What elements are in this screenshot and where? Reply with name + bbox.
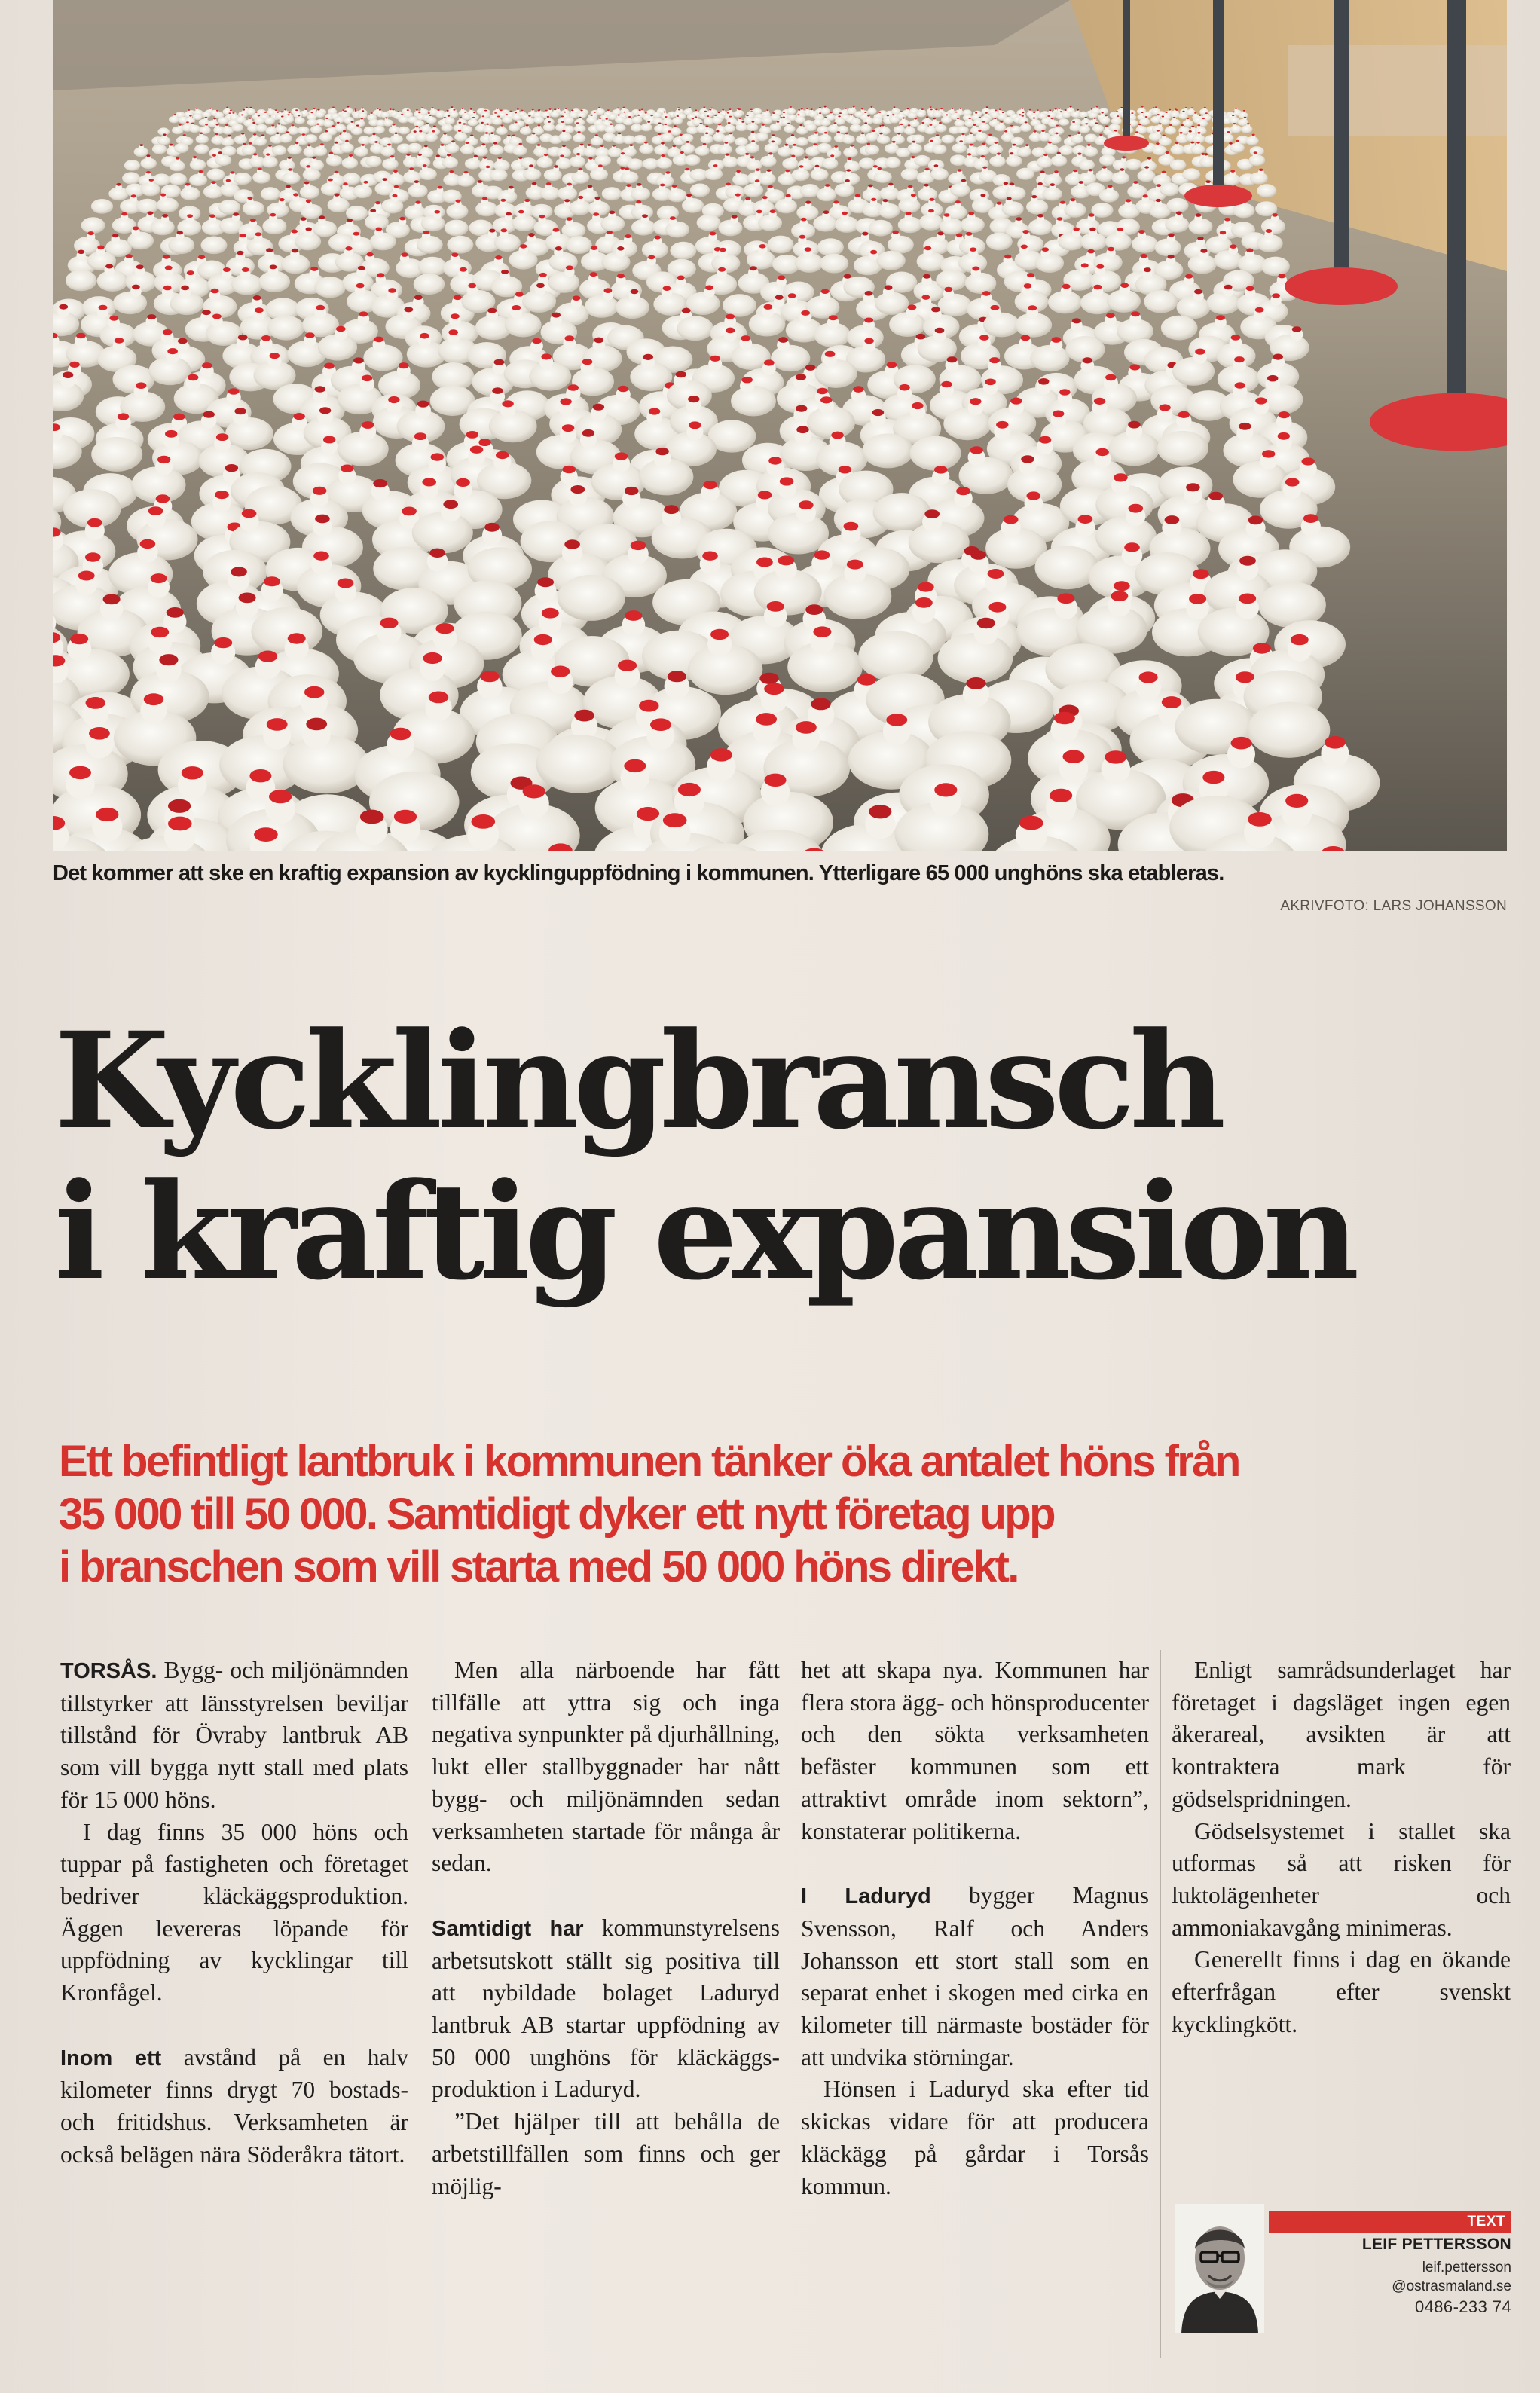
- paragraph: [801, 1880, 1149, 2074]
- author-portrait: [1175, 2204, 1264, 2333]
- author-name: LEIF PETTERSSON: [1361, 2236, 1511, 2253]
- paragraph-text: I dag finns 35 000 höns och tuppar på fastigheten och företaget bedriver kläckäggsproduktion. Äggen levereras löpande för uppfödning av kycklingar till Kronfågel.: [60, 1818, 408, 2006]
- paragraph-text: bygger Magnus Svensson, Ralf och Anders Johansson ett stort stall som en separat enhet i skogen med cirka en kilometer till närmaste bostäder för att undvika störningar.: [801, 1882, 1149, 2071]
- author-byline: [1175, 2204, 1516, 2340]
- dateline: TORSÅS.: [60, 1659, 157, 1683]
- article-column-4: [1172, 1655, 1511, 2040]
- headline-line-1: Kycklingbransch: [54, 1003, 1221, 1159]
- paragraph: [801, 2074, 1149, 2202]
- article-deck: [59, 1435, 1505, 1594]
- paragraph: [801, 1655, 1149, 1847]
- chicken-farm-photo: [53, 0, 1507, 851]
- author-phone: 0486-233 74: [1415, 2297, 1511, 2316]
- paragraph: [1172, 1816, 1511, 1945]
- article-column-3: [801, 1655, 1149, 2202]
- paragraph-text: Generellt finns i dag en ökande efterfrågan efter svenskt kycklingkött.: [1172, 1946, 1511, 2037]
- paragraph: [432, 1912, 780, 2106]
- author-contact: [1392, 2258, 1511, 2316]
- paragraph: [1172, 1944, 1511, 2040]
- paragraph-text: Gödselsystemet i stallet ska utformas så att risken för luktolägenheter och ammoniakavgång minimeras.: [1172, 1817, 1511, 1941]
- paragraph-text: Enligt samrådsunderlaget har företaget i dagsläget ingen egen åkerareal, avsikten är att kontraktera mark för gödselspridningen.: [1172, 1657, 1511, 1812]
- paragraph-text: avstånd på en halv kilometer finns drygt 70 bostads- och fritidshus. Verksamheten är också belägen nära Söderåkra tätort.: [60, 2043, 408, 2168]
- paragraph-text: ”Det hjälper till att behålla de arbetstillfällen som finns och ger möjlig-: [432, 2108, 780, 2199]
- article-column-2: [432, 1655, 780, 2202]
- byline-tag: TEXT: [1269, 2211, 1511, 2233]
- author-email-domain: @ostrasmaland.se: [1392, 2278, 1511, 2294]
- author-email: leif.pettersson: [1422, 2260, 1511, 2275]
- paragraph: [60, 2042, 408, 2171]
- deck-line-1: Ett befintligt lantbruk i kommunen tänker öka antalet höns från: [59, 1437, 1239, 1486]
- paragraph-lead: Samtidigt har: [432, 1916, 584, 1941]
- paragraph-lead: Inom ett: [60, 2046, 162, 2071]
- paragraph: [1172, 1655, 1511, 1816]
- photo-caption: Det kommer att ske en kraftig expansion av kycklinguppfödning i kommunen. Ytterligare 65 000 unghöns ska etableras.: [53, 861, 1224, 885]
- column-divider: [1160, 1650, 1161, 2358]
- paragraph-lead: I Laduryd: [801, 1884, 931, 1909]
- paragraph: [432, 1655, 780, 1880]
- paragraph: [60, 1817, 408, 2009]
- paragraph: [432, 2106, 780, 2202]
- headline: [54, 1003, 1501, 1310]
- paragraph-text: Bygg- och miljönämnden tillstyrker att länsstyrelsen beviljar tillstånd för Övraby lantbruk AB som vill bygga nytt stall med plats för 15 000 höns.: [60, 1657, 408, 1813]
- paragraph-text: Hönsen i Laduryd ska efter tid skickas vidare för att producera kläckägg på gårdar i Torsås kommun.: [801, 2076, 1149, 2199]
- paragraph-text: het att skapa nya. Kommunen har flera stora ägg- och hönsproducenter och den sökta verksamheten befäster kommunen som ett attraktivt område inom sektorn”, konstaterar politikerna.: [801, 1657, 1149, 1844]
- article-column-1: [60, 1655, 408, 2171]
- photo-credit: AKRIVFOTO: LARS JOHANSSON: [1280, 898, 1507, 914]
- paragraph-text: kommunstyrelsens arbetsutskott ställt sig positiva till att nybildade bolaget Laduryd lantbruk AB startar uppfödning av 50 000 unghöns för kläckäggsproduktion i Laduryd.: [432, 1914, 780, 2103]
- deck-line-3: i branschen som vill starta med 50 000 höns direkt.: [59, 1542, 1018, 1591]
- headline-line-2: i kraftig expansion: [54, 1154, 1355, 1310]
- paragraph: [60, 1655, 408, 1817]
- paragraph-text: Men alla närboende har fått tillfälle att yttra sig och inga negativa synpunkter på djurhållning, lukt eller stallbyggnader har nått bygg- och miljönämnden sedan verksamheten startade för många år sedan.: [432, 1657, 780, 1877]
- deck-line-2: 35 000 till 50 000. Samtidigt dyker ett nytt företag upp: [59, 1490, 1054, 1539]
